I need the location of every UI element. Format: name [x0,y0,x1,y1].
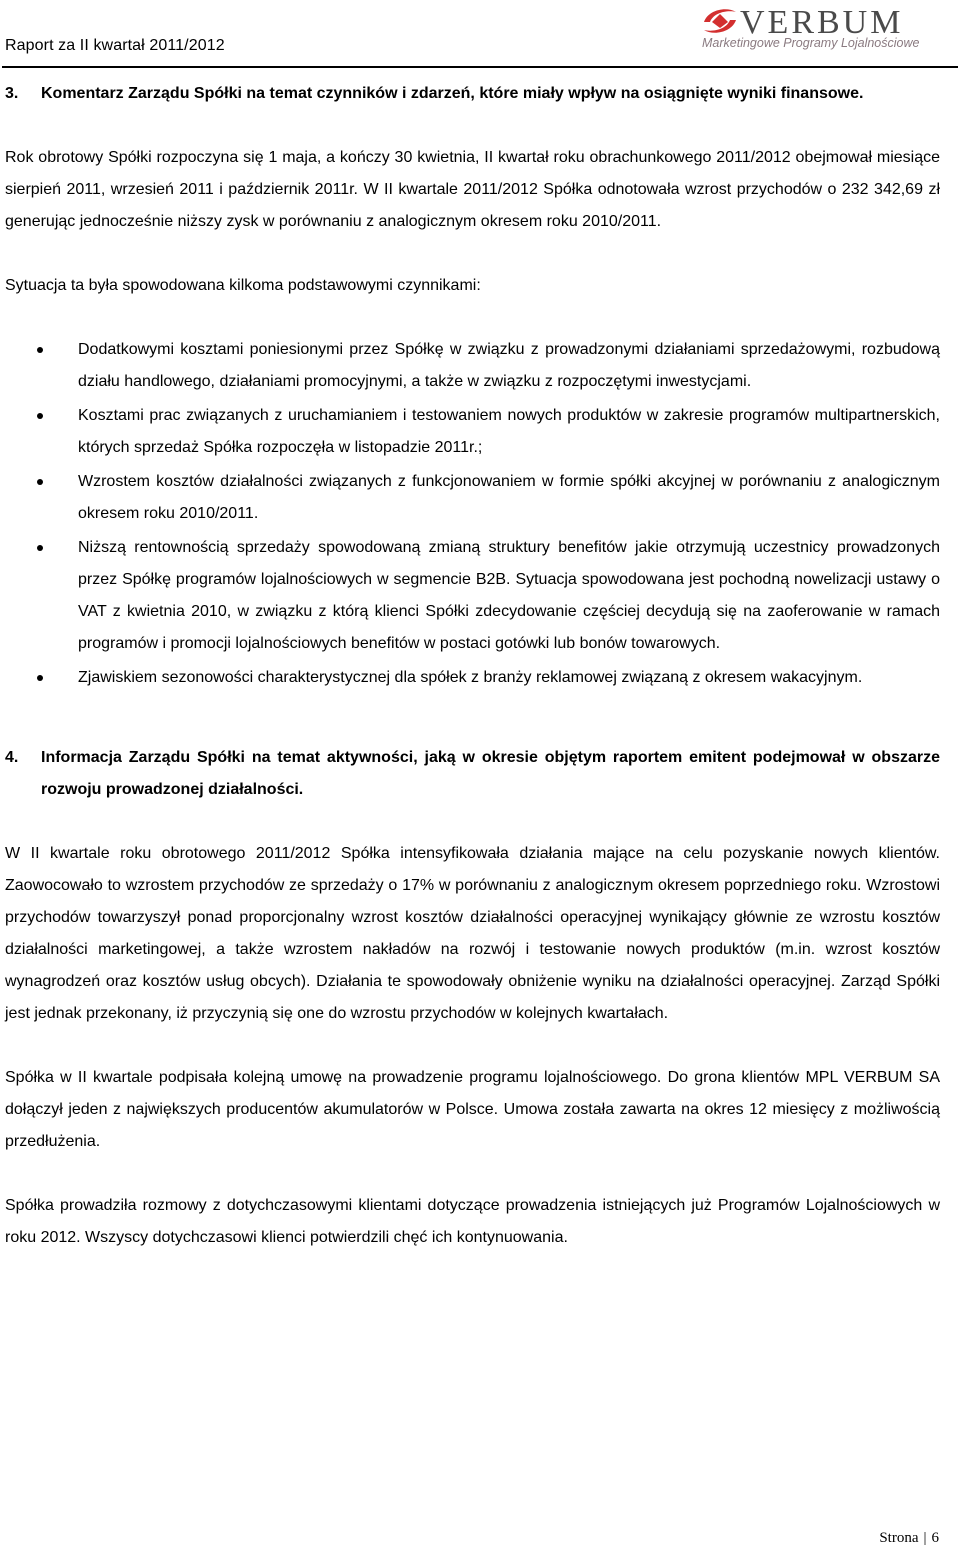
section-3-number: 3. [5,85,19,102]
section-4-number: 4. [5,749,19,766]
section-3-title: Komentarz Zarządu Spółki na temat czynników i zdarzeń, które miały wpływ na osiągnięte wyniki finansowe. [41,85,864,102]
page-separator: | [923,1530,927,1546]
logo-wordmark: VERBUM [740,4,904,41]
section-4-paragraph: W II kwartale roku obrotowego 2011/2012 Spółka intensyfikowała działania mające na celu pozyskanie nowych klientów. Zaowocowało to wzrostem przychodów ze sprzedaży o 17% w porównaniu z analogicznym okresem poprzedniego roku. Wzrostowi przychodów towarzyszył ponad proporcjonalny wzrost kosztów działalności operacyjnej wynikający głównie ze wzrostu kosztów działalności marketingowej, a także wzrostem nakładów na rozwój i testowanie nowych produktów (m.in. wzrost kosztów wynagrodzeń oraz kosztów usług obcych). Działania te spowodowały obniżenie wyniku na działalności operacyjnej. Zarząd Spółki jest jednak przekonany, iż przyczynią się one do wzrostu przychodów w kolejnych kwartałach. [5,845,940,1022]
report-title: Raport za II kwartał 2011/2012 [5,37,225,54]
section-4-paragraph: Spółka prowadziła rozmowy z dotychczasowymi klientami dotyczące prowadzenia istniejących już Programów Lojalnościowych w roku 2012. Wszyscy dotychczasowi klienci potwierdzili chęć ich kontynuowania. [5,1197,940,1246]
section-4-paragraph: Spółka w II kwartale podpisała kolejną umowę na prowadzenie programu lojalnościowego. Do grona klientów MPL VERBUM SA dołączył jeden z największych producentów akumulatorów w Polsce. Umowa została zawarta na okres 12 miesięcy z możliwością przedłużenia. [5,1069,940,1150]
page-content [5,78,940,1254]
bullet-icon [37,545,43,551]
list-item: Zjawiskiem sezonowości charakterystycznej dla spółek z branży reklamowej związaną z okresem wakacyjnym. [5,662,940,694]
page-number: 6 [931,1530,939,1546]
verbum-swoosh-icon [700,4,740,38]
list-item: Kosztami prac związanych z uruchamianiem i testowaniem nowych produktów w zakresie programów multipartnerskich, których sprzedaż Spółka rozpoczęła w listopadzie 2011r.; [5,400,940,464]
list-item: Niższą rentownością sprzedaży spowodowaną zmianą struktury benefitów jakie otrzymują uczestnicy prowadzonych przez Spółkę programów lojalnościowych w segmencie B2B. Sytuacja spowodowana jest pochodną nowelizacji ustawy o VAT z kwietnia 2010, w związku z którą klienci Spółki zdecydowanie częściej decydują się na zaoferowanie w ramach programów i promocji lojalnościowych benefitów w postaci gotówki lub bonów towarowych. [5,532,940,660]
verbum-logo [700,4,940,54]
list-item: Wzrostem kosztów działalności związanych z funkcjonowaniem w formie spółki akcyjnej w porównaniu z analogicznym okresem roku 2010/2011. [5,466,940,530]
logo-tagline: Marketingowe Programy Lojalnościowe [702,36,920,50]
bullet-icon [37,413,43,419]
bullet-icon [37,479,43,485]
section-4-heading [5,742,940,806]
section-3-lead: Sytuacja ta była spowodowana kilkoma podstawowymi czynnikami: [5,277,481,294]
page-footer [879,1530,939,1547]
list-item: Dodatkowymi kosztami poniesionymi przez Spółkę w związku z prowadzonymi działaniami sprzedażowymi, rozbudową działu handlowego, działaniami promocyjnymi, a także w związku z rozpoczętymi inwestycjami. [5,334,940,398]
page-label: Strona [879,1530,919,1546]
section-3-heading [5,78,940,110]
section-3-intro: Rok obrotowy Spółki rozpoczyna się 1 maja, a kończy 30 kwietnia, II kwartał roku obrachunkowego 2011/2012 obejmował miesiące sierpień 2011, wrzesień 2011 i październik 2011r. W II kwartale 2011/2012 Spółka odnotowała wzrost przychodów o 232 342,69 zł generując jednocześnie niższy zysk w porównaniu z analogicznym okresem roku 2010/2011. [5,149,940,230]
header-rule [2,66,958,68]
factors-list [5,334,940,694]
bullet-icon [37,675,43,681]
section-4-title: Informacja Zarządu Spółki na temat aktywności, jaką w okresie objętym raportem emitent podejmował w obszarze rozwoju prowadzonej działalności. [41,749,940,798]
bullet-icon [37,347,43,353]
page-header [0,0,960,68]
